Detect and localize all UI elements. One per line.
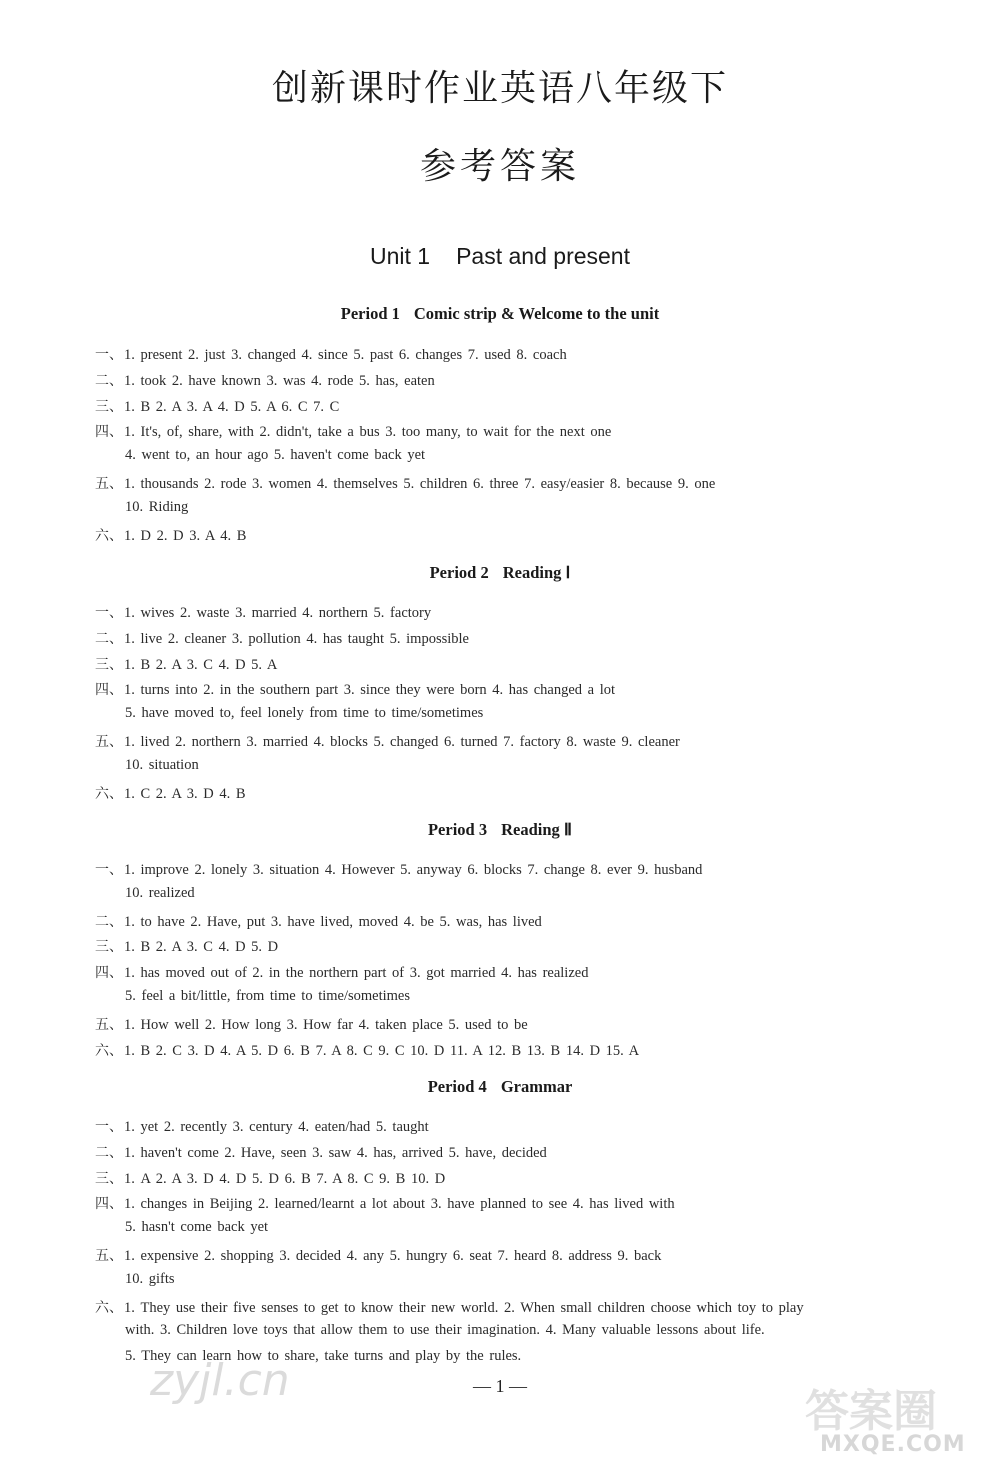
answer-text: 1. C 2. A 3. D 4. B (124, 785, 246, 802)
watermark-logo: 答案圈 (805, 1386, 937, 1437)
section-number: 一、 (95, 1119, 123, 1135)
answer-line (95, 859, 935, 879)
page-title: 创新课时作业英语八年级下 (271, 68, 728, 109)
answer-text: 4. went to, an hour ago 5. haven't come back yet (125, 447, 426, 464)
answer-text: 5. feel a bit/little, from time to time/sometimes (125, 988, 411, 1004)
answer-text: with. 3. Children love toys that allow them to use their imagination. 4. Many valuable lessons about life. (125, 1322, 765, 1339)
section-number: 二、 (95, 1144, 123, 1161)
section-number: 六、 (95, 1042, 123, 1059)
answer-line (95, 1245, 935, 1265)
unit-heading (0, 243, 1000, 270)
answer-line (95, 628, 935, 648)
answer-text: 1. haven't come 2. Have, seen 3. saw 4. has, arrived 5. have, decided (124, 1144, 547, 1161)
answer-line (95, 525, 935, 545)
section-number: 二、 (95, 630, 123, 647)
answer-text: 1. B 2. A 3. C 4. D 5. D (124, 939, 279, 956)
answer-line (95, 421, 935, 441)
answer-text: 1. wives 2. waste 3. married 4. northern 5. factory (124, 605, 432, 621)
section-number: 四、 (95, 682, 123, 699)
period-heading (0, 820, 1000, 840)
answer-line (95, 936, 935, 956)
answer-text: 1. lived 2. northern 3. married 4. blocks 5. changed 6. turned 7. factory 8. waste 9. cleaner (124, 734, 680, 750)
answer-text: 10. Riding (125, 498, 189, 515)
answer-text: 1. to have 2. Have, put 3. have lived, moved 4. be 5. was, has lived (124, 913, 542, 930)
answer-line (125, 705, 965, 722)
section-number: 四、 (95, 424, 123, 441)
section-number: 五、 (95, 1016, 123, 1033)
section-number: 三、 (95, 1170, 123, 1187)
answer-text: 1. thousands 2. rode 3. women 4. themselves 5. children 6. three 7. easy/easier 8. because 9. one (124, 476, 716, 492)
watermark-left: zyjl.cn (150, 1355, 290, 1406)
answer-line (95, 962, 935, 982)
answer-text: 1. D 2. D 3. A 4. B (124, 527, 247, 544)
section-number: 三、 (95, 656, 123, 673)
answer-line (95, 1297, 935, 1317)
answer-line (125, 988, 965, 1005)
period-label: Period 1 (340, 304, 400, 323)
period-heading (0, 563, 1000, 583)
answer-text: 1. How well 2. How long 3. How far 4. taken place 5. used to be (124, 1016, 528, 1033)
section-number: 五、 (95, 734, 123, 750)
page-subtitle: 参考答案 (419, 146, 580, 187)
section-number: 一、 (95, 862, 123, 878)
answer-text: 1. has moved out of 2. in the northern part of 3. got married 4. has realized (124, 965, 589, 982)
section-number: 四、 (95, 1196, 123, 1213)
answer-line (125, 499, 965, 516)
period-label: Period 2 (429, 563, 489, 582)
answer-line (95, 1142, 935, 1162)
period-label: Period 3 (427, 820, 488, 839)
answer-text: 1. A 2. A 3. D 4. D 5. D 6. B 7. A 8. C 9. B 10. D (124, 1170, 446, 1187)
period-heading (0, 1077, 1000, 1097)
answer-text: 1. B 2. A 3. C 4. D 5. A (124, 656, 278, 673)
answer-line (125, 1322, 965, 1339)
answer-line (95, 1116, 935, 1136)
answer-text: 1. B 2. A 3. A 4. D 5. A 6. C 7. C (124, 398, 340, 415)
answer-line (95, 473, 935, 493)
answer-line (95, 783, 935, 803)
section-number: 一、 (95, 605, 123, 621)
period-name: Reading Ⅰ (502, 563, 571, 582)
answer-text: 1. present 2. just 3. changed 4. since 5. past 6. changes 7. used 8. coach (124, 347, 567, 363)
answer-line (125, 885, 965, 902)
answer-line (95, 1168, 935, 1188)
answer-line (95, 731, 935, 751)
section-number: 六、 (95, 527, 123, 544)
answer-line (95, 679, 935, 699)
section-number: 二、 (95, 372, 123, 389)
period-name: Reading Ⅱ (501, 820, 573, 839)
section-number: 五、 (95, 1248, 123, 1264)
answer-text: 5. hasn't come back yet (125, 1219, 269, 1236)
section-number: 六、 (95, 785, 123, 802)
answer-line (95, 1040, 935, 1060)
answer-line (95, 1193, 935, 1213)
answer-text: 1. B 2. C 3. D 4. A 5. D 6. B 7. A 8. C 9. C 10. D 11. A 12. B 13. B 14. D 15. A (124, 1042, 640, 1059)
unit-name: Past and present (456, 243, 630, 269)
unit-label: Unit 1 (370, 243, 431, 269)
section-number: 三、 (95, 398, 123, 415)
answer-text: 5. have moved to, feel lonely from time to time/sometimes (125, 705, 484, 722)
period-name: Grammar (500, 1077, 573, 1096)
answer-text: 1. They use their five senses to get to know their new world. 2. When small children choose which toy to play (124, 1299, 804, 1316)
watermark-site: MXQE.COM (820, 1432, 966, 1457)
section-number: 四、 (95, 965, 123, 982)
answer-text: 5. They can learn how to share, take turns and play by the rules. (125, 1348, 522, 1365)
section-number: 一、 (95, 347, 123, 363)
answer-line (95, 344, 935, 364)
answer-text: 1. improve 2. lonely 3. situation 4. However 5. anyway 6. blocks 7. change 8. ever 9. husband (124, 862, 703, 878)
answer-text: 10. gifts (125, 1270, 175, 1287)
section-number: 三、 (95, 939, 123, 956)
period-label: Period 4 (427, 1077, 487, 1096)
answer-line (95, 1014, 935, 1034)
answer-text: 1. took 2. have known 3. was 4. rode 5. has, eaten (124, 372, 435, 389)
answer-line (125, 447, 965, 464)
section-number: 二、 (95, 913, 123, 930)
answer-text: 1. turns into 2. in the southern part 3. since they were born 4. has changed a lot (124, 682, 616, 699)
answer-text: 10. situation (125, 756, 199, 773)
answer-line (125, 757, 965, 774)
answer-line (95, 396, 935, 416)
answer-line (125, 1219, 965, 1236)
answer-line (95, 602, 935, 622)
answer-line (95, 911, 935, 931)
answer-line (95, 370, 935, 390)
period-heading (0, 304, 1000, 324)
answer-text: 1. changes in Beijing 2. learned/learnt a lot about 3. have planned to see 4. has lived with (124, 1196, 675, 1213)
section-number: 六、 (95, 1299, 123, 1316)
answer-text: 1. It's, of, share, with 2. didn't, take a bus 3. too many, to wait for the next one (124, 424, 612, 441)
answer-text: 1. expensive 2. shopping 3. decided 4. any 5. hungry 6. seat 7. heard 8. address 9. back (124, 1248, 662, 1264)
answer-text: 1. live 2. cleaner 3. pollution 4. has taught 5. impossible (124, 630, 469, 647)
answer-line (125, 1271, 965, 1288)
period-name: Comic strip & Welcome to the unit (413, 304, 660, 323)
answer-text: 1. yet 2. recently 3. century 4. eaten/had 5. taught (124, 1119, 429, 1135)
answer-line (95, 654, 935, 674)
section-number: 五、 (95, 476, 123, 492)
page-number: — 1 — (473, 1376, 527, 1396)
answer-text: 10. realized (125, 884, 195, 901)
